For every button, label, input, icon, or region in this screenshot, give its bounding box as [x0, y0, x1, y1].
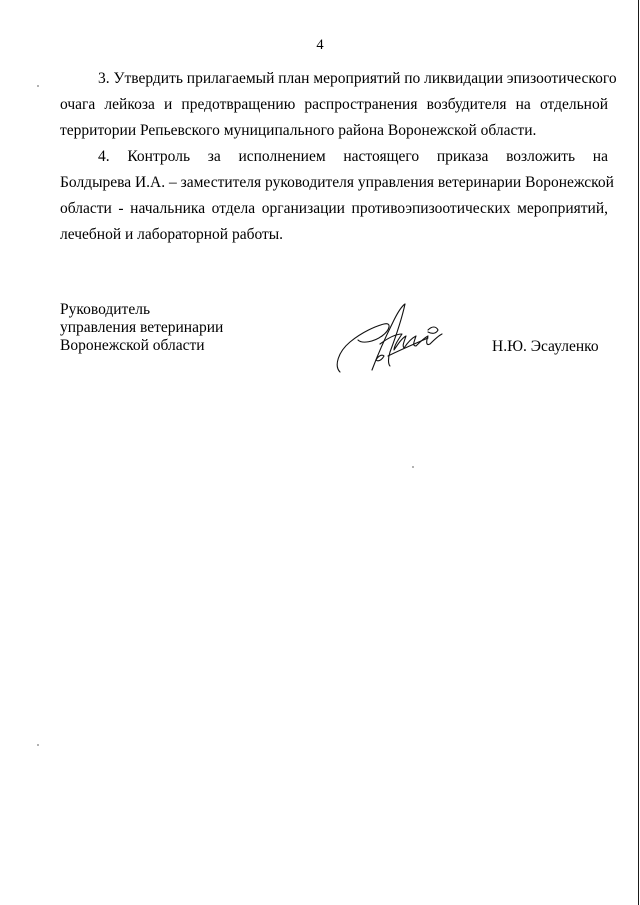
- scan-speck: [37, 744, 39, 746]
- signatory-title: [60, 301, 223, 355]
- page-number: 4: [316, 37, 324, 53]
- item-3-paragraph: [60, 66, 617, 144]
- item-4-line-3: области - начальника отдела организации противоэпизоотических мероприятий,: [60, 200, 608, 217]
- item-3-line-2: очага лейкоза и предотвращению распространения возбудителя на отдельной: [60, 96, 608, 113]
- signatory-title-line-2: управления ветеринарии: [60, 319, 224, 336]
- item-4-paragraph: [60, 144, 614, 248]
- scan-speck: [37, 85, 39, 87]
- signatory-title-line-1: Руководитель: [60, 301, 151, 318]
- item-3-line-1: 3. Утвердить прилагаемый план мероприятий по ликвидации эпизоотического: [98, 70, 617, 87]
- item-4-line-1: 4. Контроль за исполнением настоящего приказа возложить на: [98, 148, 608, 165]
- scan-speck: [412, 466, 414, 468]
- item-4-line-2: Болдырева И.А. – заместителя руководителя управления ветеринарии Воронежской: [60, 174, 614, 191]
- page-edge: [638, 0, 639, 905]
- item-4-line-4: лечебной и лабораторной работы.: [60, 226, 284, 243]
- handwritten-signature: [332, 300, 444, 376]
- signatory-title-line-3: Воронежской области: [60, 337, 205, 354]
- signer-name: Н.Ю. Эсауленко: [492, 338, 599, 355]
- item-3-line-3: территории Репьевского муниципального района Воронежской области.: [60, 122, 537, 139]
